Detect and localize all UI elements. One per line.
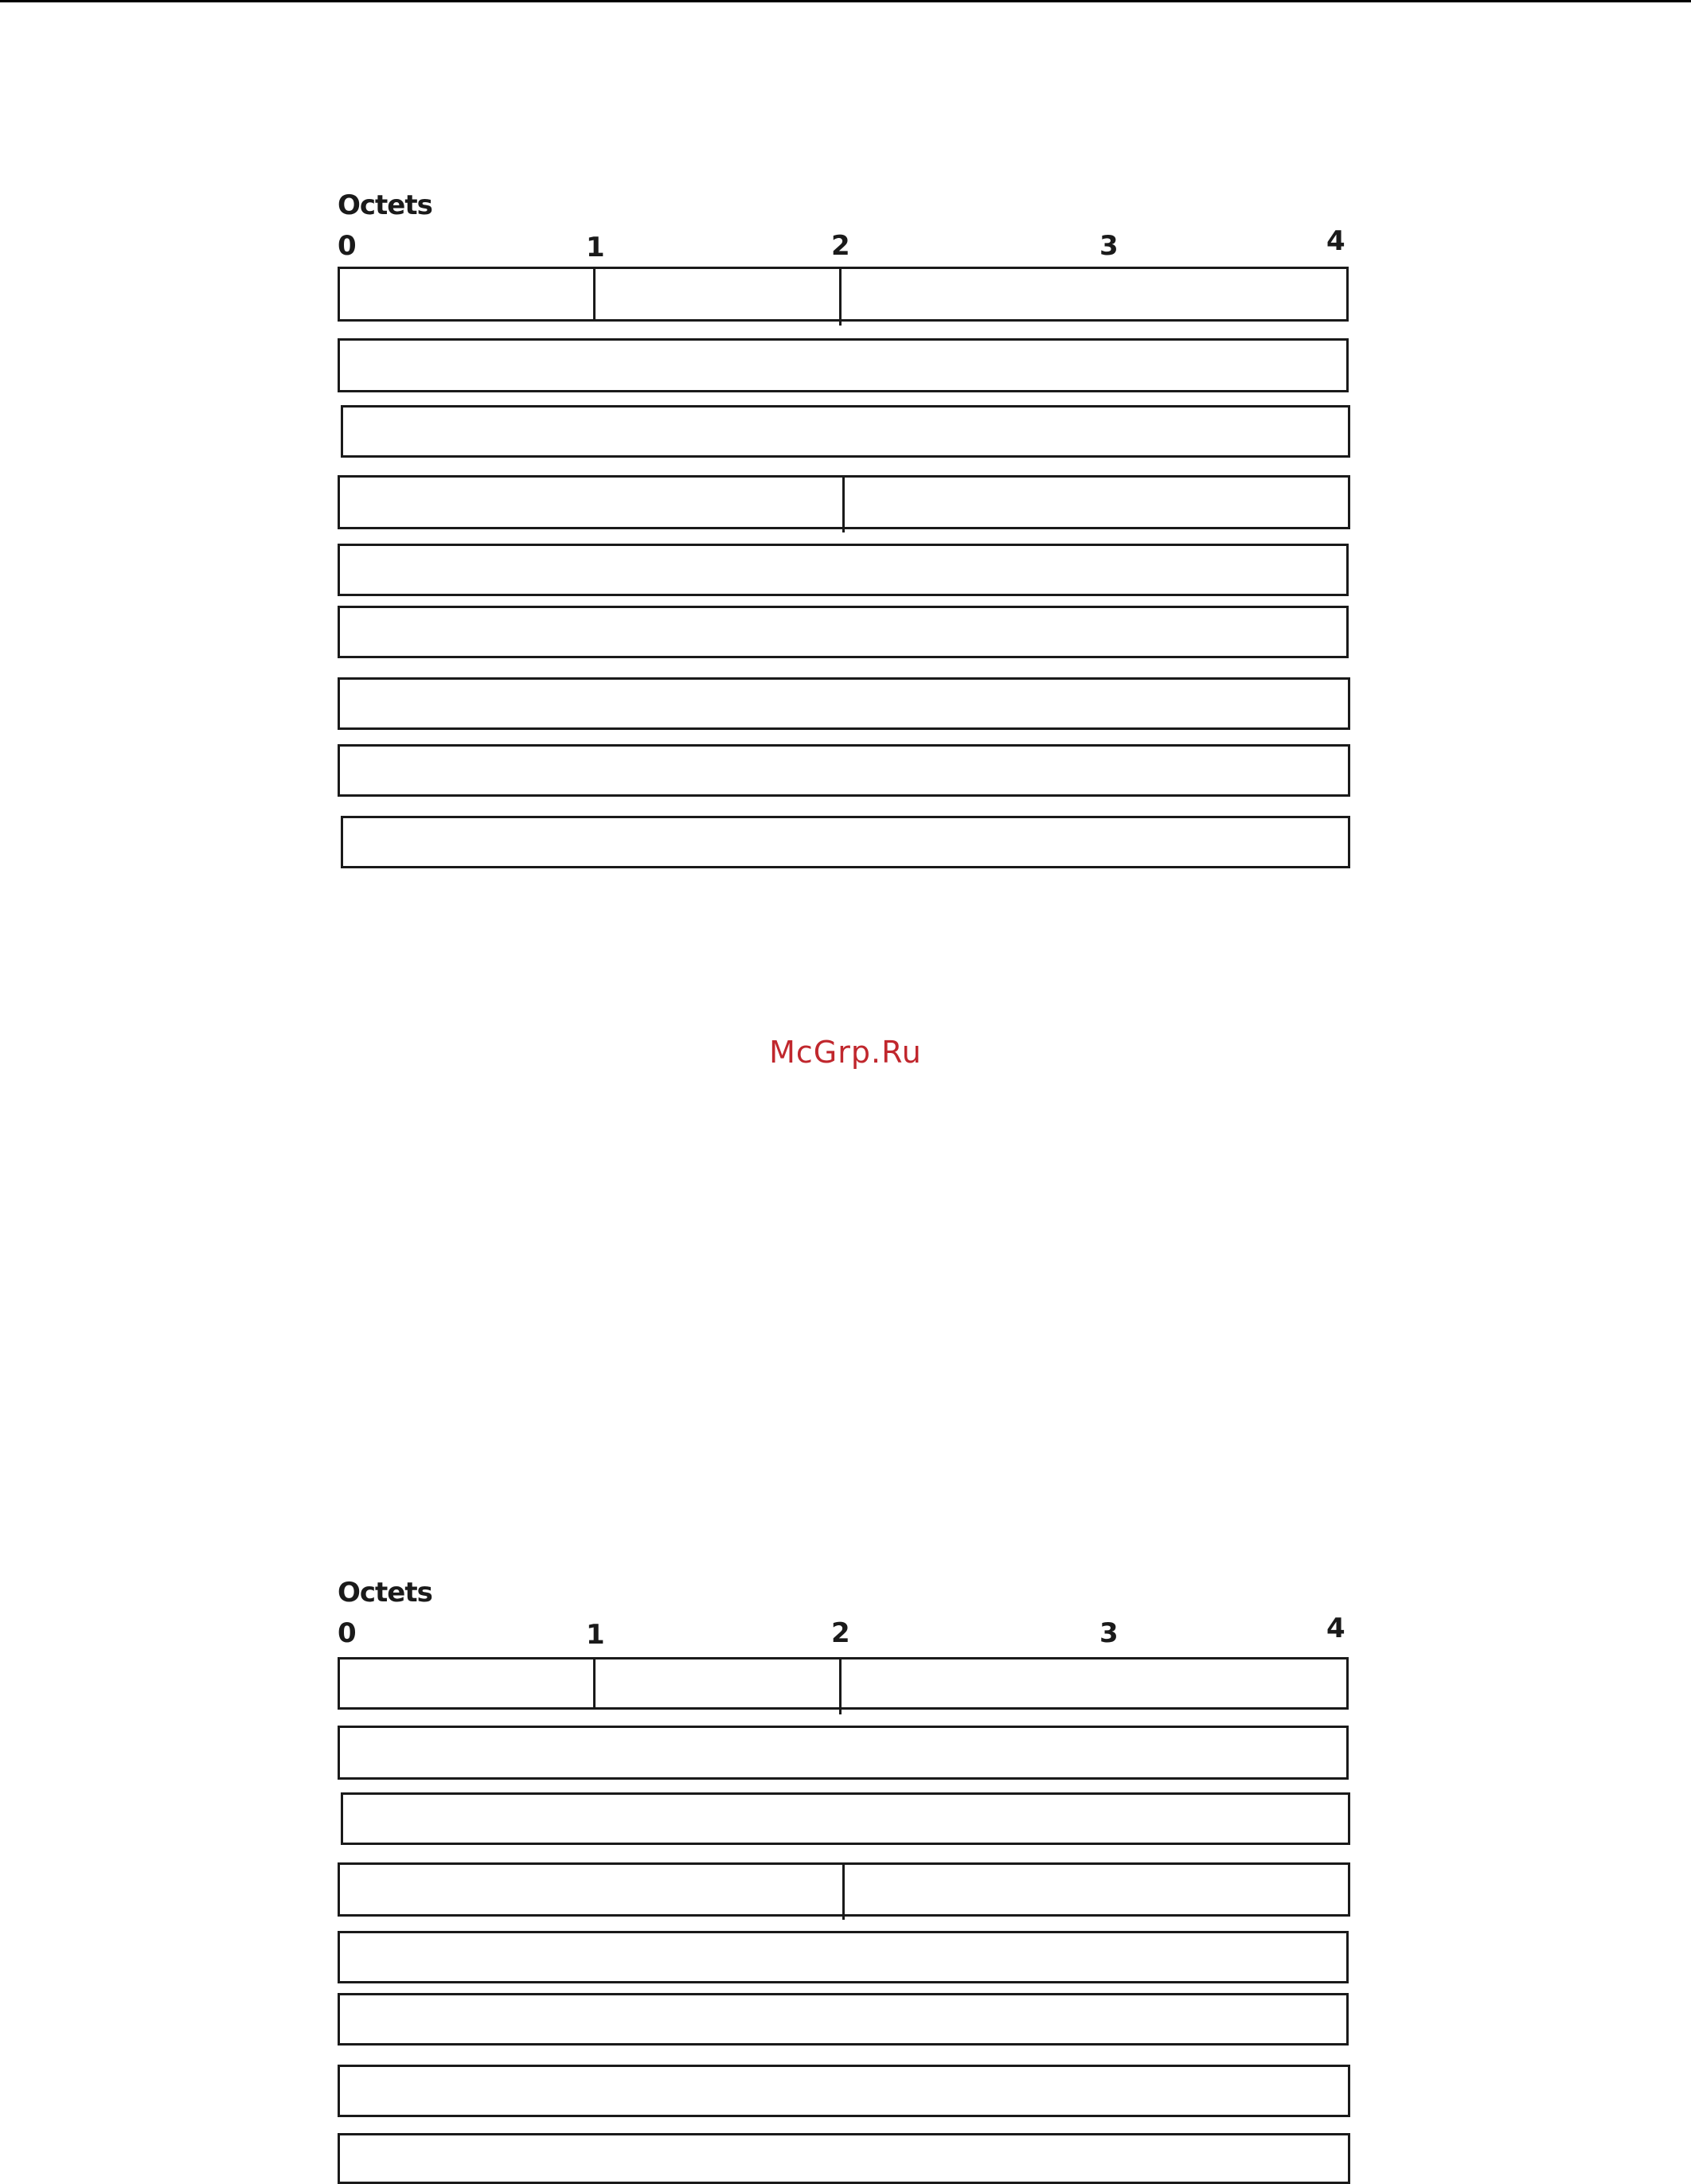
- octet-tick-3: 3: [1099, 1617, 1119, 1649]
- octet-diagram-2: [0, 1387, 1691, 2104]
- octets-label: Octets: [338, 1577, 432, 1609]
- field-row-2: [338, 1726, 1349, 1780]
- octet-tick-4: 4: [1326, 225, 1345, 257]
- octet-tick-3: 3: [1099, 230, 1119, 262]
- field-row-4: [338, 1862, 1350, 1917]
- field-row-3: [341, 405, 1350, 458]
- field-row-4: [338, 475, 1350, 529]
- field-row-8: [338, 744, 1350, 797]
- field-row-6: [338, 1993, 1349, 2046]
- octet-tick-0: 0: [338, 230, 357, 262]
- field-row-8: [338, 2133, 1350, 2184]
- field-divider: [593, 267, 596, 322]
- field-row-5: [338, 1931, 1349, 1983]
- field-row-9: [341, 816, 1350, 868]
- field-divider: [839, 267, 842, 326]
- octet-tick-2: 2: [831, 1617, 850, 1649]
- octet-tick-1: 1: [586, 232, 605, 263]
- field-divider: [593, 1657, 596, 1710]
- field-divider: [839, 1657, 842, 1714]
- field-row-6: [338, 606, 1349, 658]
- octet-tick-4: 4: [1326, 1613, 1345, 1644]
- octet-tick-2: 2: [831, 230, 850, 262]
- field-row-5: [338, 544, 1349, 596]
- watermark: McGrp.Ru: [769, 1035, 922, 1070]
- field-divider: [842, 475, 845, 532]
- field-row-1: [338, 267, 1349, 322]
- field-row-3: [341, 1792, 1350, 1845]
- field-row-7: [338, 2065, 1350, 2117]
- field-row-7: [338, 677, 1350, 730]
- field-row-2: [338, 338, 1349, 392]
- octets-label: Octets: [338, 189, 432, 221]
- octet-tick-1: 1: [586, 1619, 605, 1651]
- field-divider: [842, 1862, 845, 1920]
- field-row-1: [338, 1657, 1349, 1710]
- octet-tick-0: 0: [338, 1617, 357, 1649]
- octet-diagram-1: [0, 0, 1691, 716]
